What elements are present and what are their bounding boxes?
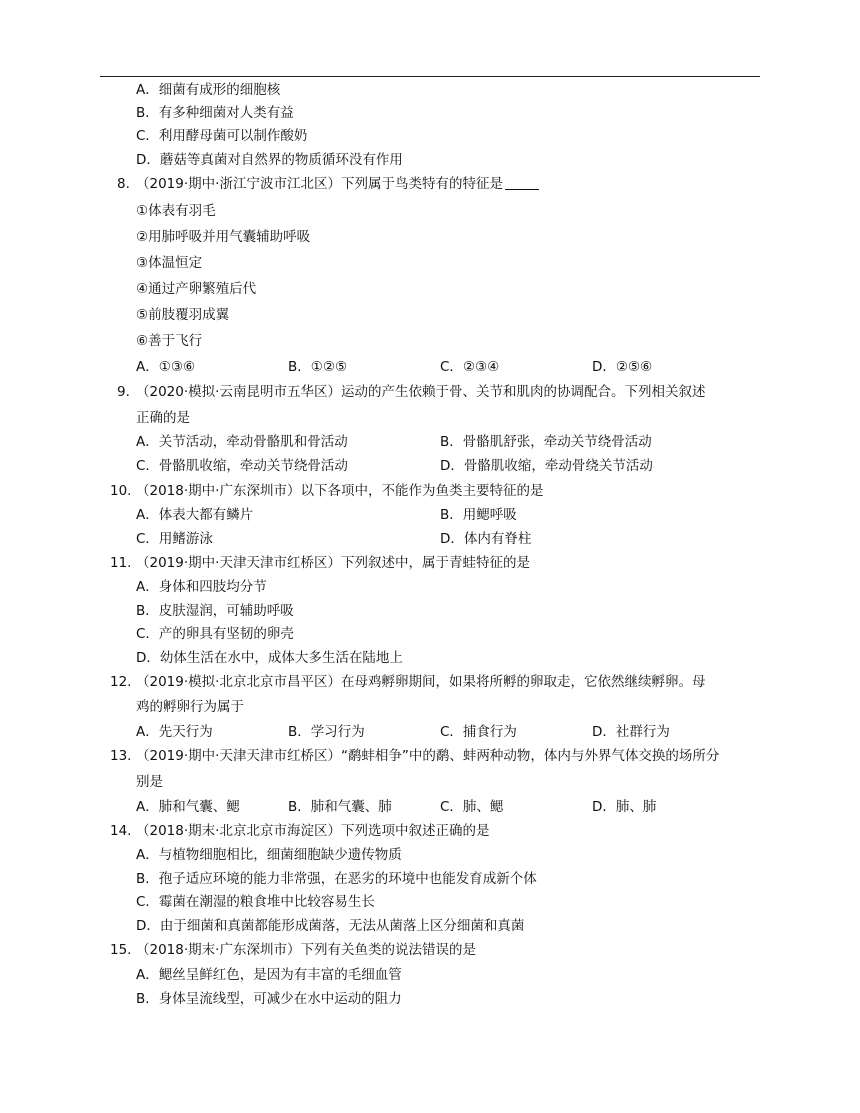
option-b: B．①②⑤ bbox=[288, 359, 348, 375]
option-d: D．体内有脊柱 bbox=[440, 531, 532, 547]
question-stem: （2018·期末·北京北京市海淀区）下列选项中叙述正确的是 bbox=[136, 823, 490, 839]
option-d: D．②⑤⑥ bbox=[592, 359, 653, 375]
option-b: B．用鳃呼吸 bbox=[440, 507, 517, 523]
question-number: 11. bbox=[110, 555, 132, 571]
option-a: A．关节活动，牵动骨骼肌和骨活动 bbox=[136, 434, 348, 450]
option-d: D．蘑菇等真菌对自然界的物质循环没有作用 bbox=[136, 152, 403, 168]
question-stem: （2019·期中·天津天津市红桥区）下列叙述中，属于青蛙特征的是 bbox=[136, 555, 530, 571]
question-number: 13. bbox=[110, 748, 132, 764]
option-c: C．用鳍游泳 bbox=[136, 531, 213, 547]
statement-item: ③体温恒定 bbox=[136, 255, 203, 271]
option-d: D．由于细菌和真菌都能形成菌落，无法从菌落上区分细菌和真菌 bbox=[136, 918, 525, 934]
question-stem: （2020·模拟·云南昆明市五华区）运动的产生依赖于骨、关节和肌肉的协调配合。下列相关叙述 bbox=[136, 384, 706, 400]
option-a: A．细菌有成形的细胞核 bbox=[136, 82, 281, 98]
option-c: C．捕食行为 bbox=[440, 724, 517, 740]
question-number: 12. bbox=[110, 674, 132, 690]
option-b: B．孢子适应环境的能力非常强，在恶劣的环境中也能发育成新个体 bbox=[136, 871, 537, 887]
question-stem-continued: 鸡的孵卵行为属于 bbox=[136, 699, 244, 715]
option-b: B．皮肤湿润，可辅助呼吸 bbox=[136, 603, 294, 619]
question-stem: （2018·期末·广东深圳市）下列有关鱼类的说法错误的是 bbox=[136, 942, 476, 958]
question-number: 10. bbox=[110, 483, 132, 499]
question-number: 9. bbox=[117, 384, 130, 400]
option-b: B．身体呈流线型，可减少在水中运动的阻力 bbox=[136, 991, 402, 1007]
option-a: A．肺和气囊、鳃 bbox=[136, 799, 240, 815]
statement-item: ⑥善于飞行 bbox=[136, 333, 203, 349]
option-c: C．霉菌在潮湿的粮食堆中比较容易生长 bbox=[136, 894, 375, 910]
option-d: D．肺、肺 bbox=[592, 799, 657, 815]
option-c: C．肺、鳃 bbox=[440, 799, 504, 815]
option-c: C．骨骼肌收缩，牵动关节绕骨活动 bbox=[136, 458, 348, 474]
option-a: A．①③⑥ bbox=[136, 359, 196, 375]
question-stem-continued: 正确的是 bbox=[136, 410, 190, 426]
question-stem: （2019·模拟·北京北京市昌平区）在母鸡孵卵期间，如果将所孵的卵取走，它依然继续孵卵。母 bbox=[136, 674, 706, 690]
statement-item: ①体表有羽毛 bbox=[136, 203, 216, 219]
option-c: C．利用酵母菌可以制作酸奶 bbox=[136, 128, 308, 144]
option-a: A．体表大都有鳞片 bbox=[136, 507, 254, 523]
option-b: B．肺和气囊、肺 bbox=[288, 799, 392, 815]
answer-blank bbox=[505, 177, 539, 190]
option-b: B．有多种细菌对人类有益 bbox=[136, 105, 294, 121]
question-stem-text: （2019·期中·浙江宁波市江北区）下列属于鸟类特有的特征是 bbox=[136, 176, 503, 192]
statement-item: ②用肺呼吸并用气囊辅助呼吸 bbox=[136, 229, 311, 245]
question-stem: （2019·期中·天津天津市红桥区）“鹬蚌相争”中的鹬、蚌两种动物，体内与外界气体交换的场所分 bbox=[136, 748, 720, 764]
option-c: C．②③④ bbox=[440, 359, 500, 375]
option-a: A．与植物细胞相比，细菌细胞缺少遗传物质 bbox=[136, 847, 402, 863]
option-a: A．鳃丝呈鲜红色，是因为有丰富的毛细血管 bbox=[136, 967, 402, 983]
option-d: D．社群行为 bbox=[592, 724, 670, 740]
question-stem bbox=[136, 175, 539, 193]
option-a: A．先天行为 bbox=[136, 724, 213, 740]
question-stem-continued: 别是 bbox=[136, 774, 163, 790]
statement-item: ⑤前肢覆羽成翼 bbox=[136, 307, 230, 323]
question-number: 8. bbox=[117, 176, 130, 192]
question-number: 14. bbox=[110, 823, 132, 839]
option-a: A．身体和四肢均分节 bbox=[136, 579, 267, 595]
option-d: D．幼体生活在水中，成体大多生活在陆地上 bbox=[136, 650, 403, 666]
question-stem: （2018·期中·广东深圳市）以下各项中，不能作为鱼类主要特征的是 bbox=[136, 483, 544, 499]
option-b: B．骨骼肌舒张，牵动关节绕骨活动 bbox=[440, 434, 652, 450]
question-number: 15. bbox=[110, 942, 132, 958]
option-c: C．产的卵具有坚韧的卵壳 bbox=[136, 626, 294, 642]
statement-item: ④通过产卵繁殖后代 bbox=[136, 281, 257, 297]
option-d: D．骨骼肌收缩，牵动骨绕关节活动 bbox=[440, 458, 653, 474]
option-b: B．学习行为 bbox=[288, 724, 365, 740]
header-rule bbox=[100, 76, 760, 77]
